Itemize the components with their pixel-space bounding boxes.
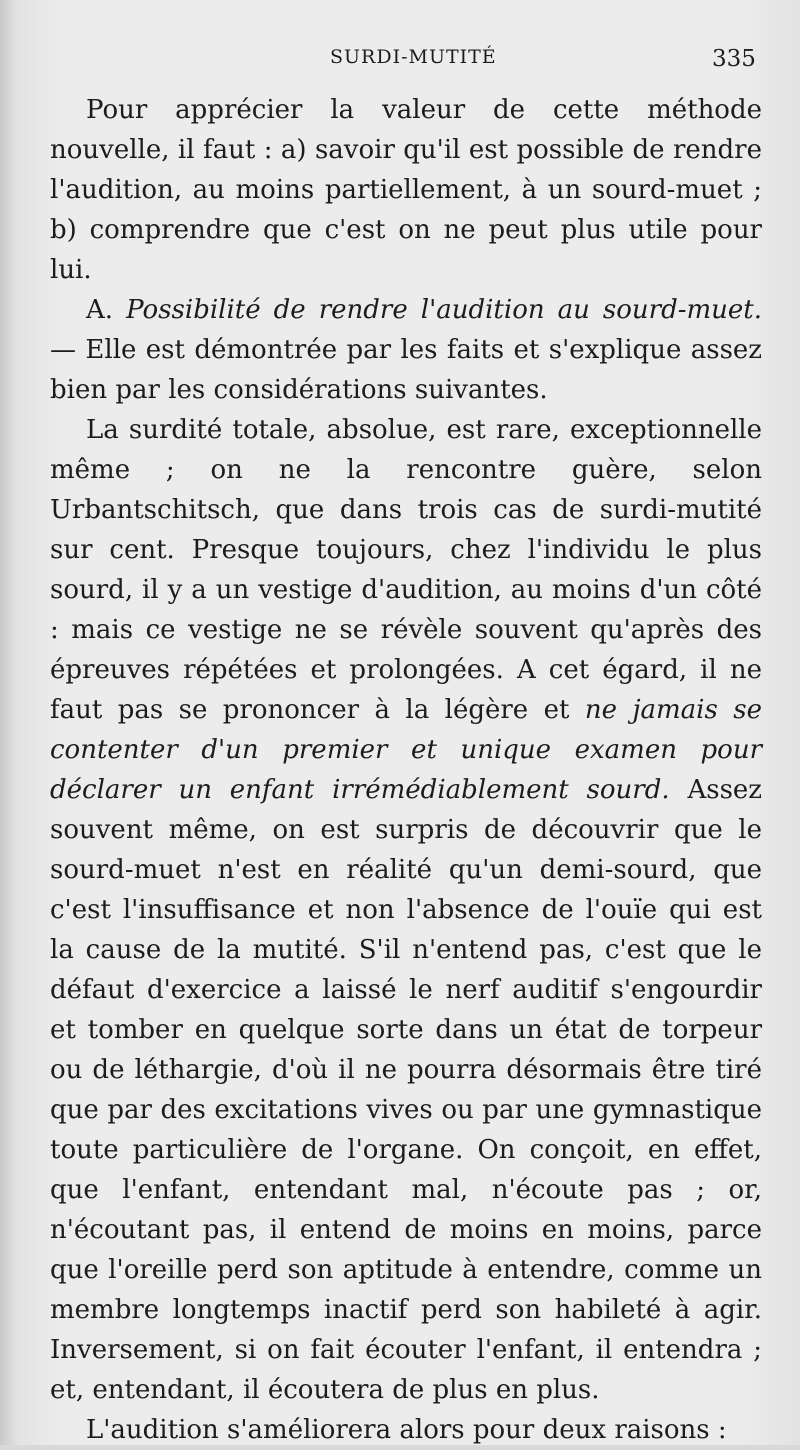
paragraph-3-part-2: Assez souvent même, on est surpris de découvrir que le sourd-muet n'est en réalité qu'un demi-sourd, que c'est l'insuffisance et non l'absence de l'ouïe qui est la cause de la mutité. S'il n'entend pas, c'est que le défaut d'exercice a laissé le nerf auditif s'engourdir et tomber en quelque sorte dans un état de torpeur ou de léthargie, d'où il ne pourra désormais être tiré que par des excitations vives ou par une gymnastique toute particulière de l'organe. On conçoit, en effet, que l'enfant, entendant mal, n'écoute pas ; or, n'écoutant pas, il entend de moins en moins, parce que l'oreille perd son aptitude à entendre, comme un membre longtemps inactif perd son habileté à agir. Inversement, si on fait écouter l'enfant, il entendra ; et, entendant, il écoutera de plus en plus. bbox=[50, 775, 762, 1405]
paragraph-3-emphasis: ne jamais se contenter d'un premier et unique examen pour déclarer un enfant irrémédiablement sourd. bbox=[50, 695, 762, 805]
paragraph-4: L'audition s'améliorera alors pour deux raisons : bbox=[86, 1415, 727, 1445]
paragraph-2 bbox=[50, 290, 762, 410]
body-text bbox=[50, 90, 762, 1450]
paragraph-2-text: — Elle est démontrée par les faits et s'explique assez bien par les considérations suivantes. bbox=[50, 335, 762, 405]
section-title: Possibilité de rendre l'audition au sourd-muet. bbox=[126, 295, 763, 325]
section-letter: A. bbox=[86, 295, 114, 325]
paragraph-1: Pour apprécier la valeur de cette méthode nouvelle, il faut : a) savoir qu'il est possible de rendre l'audition, au moins partiellement, à un sourd-muet ; b) comprendre que c'est on ne peut plus utile pour lui. bbox=[50, 95, 762, 285]
page-number: 335 bbox=[712, 46, 756, 72]
paragraph-3-part-1: La surdité totale, absolue, est rare, exceptionnelle même ; on ne la rencontre guère, selon Urbantschitsch, que dans trois cas de surdi-mutité sur cent. Presque toujours, chez l'individu le plus sourd, il y a un vestige d'audition, au moins d'un côté : mais ce vestige ne se révèle souvent qu'après des épreuves répétées et prolongées. A cet égard, il ne faut pas se prononcer à la légère et bbox=[50, 415, 762, 725]
paragraph-3 bbox=[50, 410, 762, 1410]
running-head: SURDI-MUTITÉ bbox=[330, 46, 497, 68]
page-header bbox=[0, 40, 800, 80]
